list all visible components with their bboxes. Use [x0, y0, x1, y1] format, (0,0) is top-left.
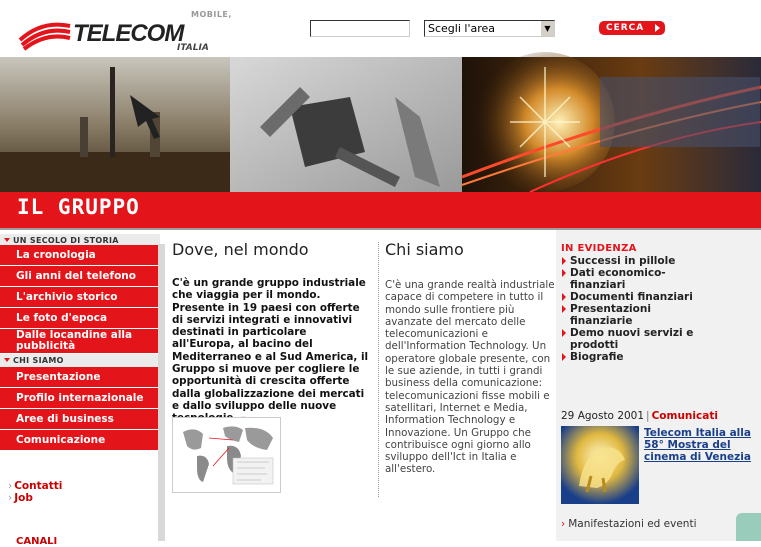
chevron-down-icon[interactable]: ▼ — [540, 21, 554, 36]
world-map-image — [173, 418, 280, 492]
header — [0, 0, 761, 57]
evidence-item-documenti[interactable] — [561, 291, 701, 303]
in-evidenza-heading: IN EVIDENZA — [561, 243, 637, 254]
sidebar-item-archivio-storico[interactable]: L'archivio storico — [0, 287, 158, 308]
right-panel — [556, 230, 761, 541]
sidebar-item-locandine[interactable]: Dalle locandine alla pubblicità — [0, 329, 158, 354]
sidebar-item-presentazione[interactable]: Presentazione — [0, 367, 158, 388]
chi-siamo-section — [385, 240, 555, 476]
sidebar-section-label: CHI SIAMO — [13, 356, 64, 365]
sidebar-edge — [158, 244, 165, 541]
comunicati-link[interactable]: Comunicati — [651, 410, 718, 422]
sidebar-item-cronologia[interactable]: La cronologia — [0, 245, 158, 266]
search-input[interactable] — [310, 20, 410, 37]
chevron-right-icon: › — [8, 480, 13, 492]
sidebar-item-profilo-internazionale[interactable]: Profilo internazionale — [0, 388, 158, 409]
triangle-down-icon — [4, 358, 10, 362]
arrow-right-icon — [562, 293, 566, 301]
assistant-icon[interactable] — [736, 513, 761, 541]
contatti-link-label: Contatti — [14, 480, 63, 492]
arrow-right-icon — [562, 269, 566, 277]
arrow-right-icon — [562, 353, 566, 361]
news-headline-link[interactable]: Telecom Italia alla 58° Mostra del cinema di Venezia — [644, 427, 751, 463]
world-map-thumbnail[interactable] — [172, 417, 281, 493]
evidence-item-presentazioni[interactable] — [561, 303, 676, 327]
news-header — [561, 410, 718, 422]
sidebar-item-comunicazione[interactable]: Comunicazione — [0, 430, 158, 451]
sidebar-section-label: UN SECOLO DI STORIA — [13, 236, 119, 245]
telecom-logo-mark-icon — [18, 18, 72, 50]
search-button-label: CERCA — [606, 23, 645, 33]
evidence-item-label: Biografie — [570, 351, 624, 363]
sidebar-item-aree-business[interactable]: Aree di business — [0, 409, 158, 430]
column-divider — [378, 242, 379, 497]
sidebar-item-anni-telefono[interactable]: Gli anni del telefono — [0, 266, 158, 287]
evidence-item-biografie[interactable] — [561, 351, 701, 363]
logo-wordmark: TELECOM — [73, 20, 184, 47]
dove-nel-mondo-text — [172, 277, 372, 426]
evidence-item-label: Demo nuovi servizi e prodotti — [570, 327, 694, 351]
evidence-item-label: Documenti finanziari — [570, 291, 693, 303]
chi-siamo-body: C'è una grande realtà industriale capace di competere in tutto il mondo sulle frontiere più avanzate del mercato delle telecomunicazioni e dell'Information Technology. Un operatore globale presente, con le sue aziende, in tutti i grandi business della comunicazione: telecomunicazioni fisse mobili e satellitari, Internet e Media, Information Technology e Innovazione. Un Gruppo che contribuisce ogni giorno allo sviluppo dell'Ict in Italia e all'estero. — [385, 279, 555, 476]
arrow-right-icon — [562, 305, 566, 313]
logo-subtitle: ITALIA — [177, 43, 209, 53]
evidence-item-demo[interactable] — [561, 327, 701, 351]
evidence-item-dati[interactable] — [561, 267, 676, 291]
canali-heading: CANALI — [16, 536, 58, 547]
chevron-right-icon: › — [8, 492, 13, 504]
venice-lion-image — [561, 426, 639, 504]
search-button[interactable] — [599, 21, 665, 35]
hero-banner-image — [0, 57, 761, 192]
evidence-item-label: Successi in pillole — [570, 255, 676, 267]
sidebar — [0, 230, 165, 547]
job-link[interactable] — [8, 492, 33, 504]
contatti-link[interactable] — [8, 480, 62, 492]
sidebar-item-foto-epoca[interactable]: Le foto d'epoca — [0, 308, 158, 329]
manifestazioni-link-label: Manifestazioni ed eventi — [568, 518, 697, 530]
dove-nel-mondo-body: C'è un grande gruppo industriale che viaggia per il mondo. Presente in 19 paesi con offerte di servizi integrati e innovativi destinati in particolare all'Europa, al bacino del Mediterraneo e al Sud America, il Gruppo si muove per cogliere le opportunità di crescita offerte dalla globalizzazione dei mercati e dallo sviluppo delle nuove — [172, 277, 369, 412]
logo-tagline: MOBILE, — [191, 10, 232, 19]
evidence-item-label: Dati economico-finanziari — [570, 267, 666, 291]
separator: | — [646, 410, 650, 422]
arrow-right-icon — [562, 329, 566, 337]
hero-banner — [0, 57, 761, 192]
news-thumbnail[interactable] — [561, 426, 639, 504]
triangle-down-icon — [4, 238, 10, 242]
news-date: 29 Agosto 2001 — [561, 410, 645, 422]
area-select[interactable] — [424, 20, 555, 37]
arrow-right-icon — [655, 24, 660, 32]
section-title-bar — [0, 192, 761, 230]
page-title: IL GRUPPO — [17, 195, 140, 219]
sidebar-section-chi-siamo — [0, 354, 160, 367]
area-select-value: Scegli l'area — [428, 22, 495, 35]
evidence-item-successi[interactable] — [561, 255, 701, 267]
manifestazioni-link[interactable] — [561, 518, 697, 530]
evidence-item-label: Presentazioni finanziarie — [570, 303, 651, 327]
dove-nel-mondo-section — [172, 240, 372, 412]
job-link-label: Job — [14, 492, 33, 504]
telecom-logo[interactable] — [16, 10, 232, 54]
dove-nel-mondo-title: Dove, nel mondo — [172, 240, 309, 259]
chevron-right-icon: › — [561, 518, 566, 530]
chi-siamo-title: Chi siamo — [385, 240, 464, 259]
arrow-right-icon — [562, 257, 566, 265]
